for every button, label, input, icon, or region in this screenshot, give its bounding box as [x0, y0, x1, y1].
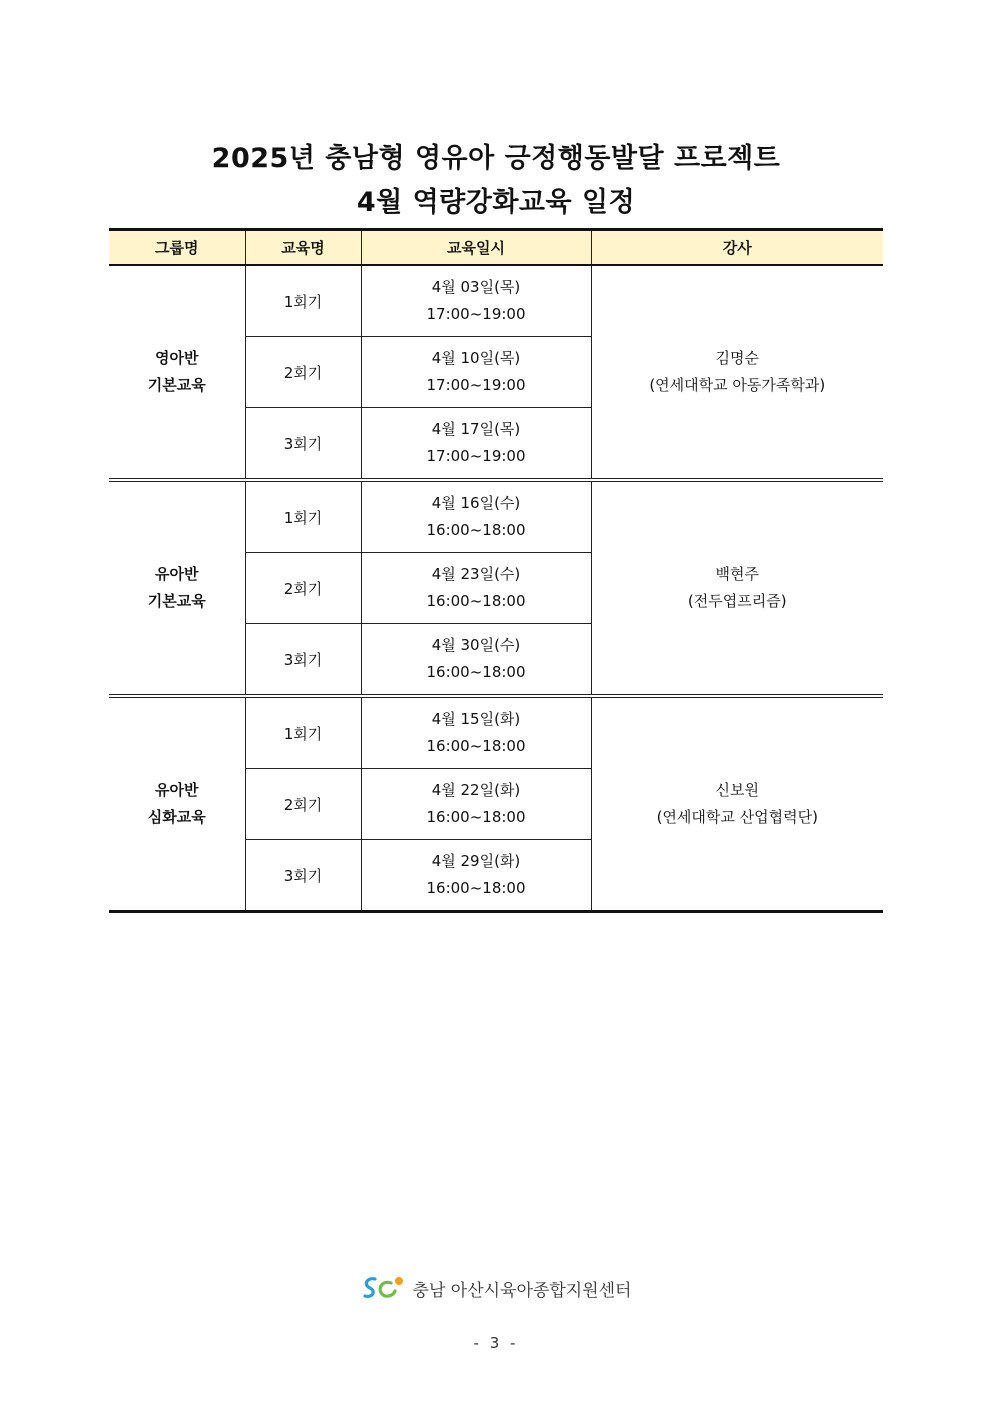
session-datetime-cell	[361, 408, 591, 481]
session-label: 2회기	[245, 769, 361, 840]
session-label: 1회기	[245, 480, 361, 553]
document-title-line-2: 4월 역량강화교육 일정	[356, 187, 636, 218]
group-cell	[109, 265, 245, 480]
group-name-line-1: 유아반	[155, 781, 199, 799]
center-logo-icon	[361, 1274, 407, 1302]
group-name-line-1: 유아반	[155, 565, 199, 583]
table-row	[109, 696, 883, 769]
group-cell	[109, 696, 245, 912]
session-time: 16:00~18:00	[426, 879, 526, 897]
session-time: 17:00~19:00	[426, 305, 526, 323]
instructor-affiliation: (연세대학교 아동가족학과)	[649, 376, 826, 394]
session-date: 4월 29일(화)	[431, 852, 521, 870]
table-row	[109, 480, 883, 553]
session-datetime-cell	[361, 553, 591, 624]
group-cell	[109, 480, 245, 696]
session-datetime-cell	[361, 769, 591, 840]
session-date: 4월 03일(목)	[431, 278, 521, 296]
session-time: 16:00~18:00	[426, 663, 526, 681]
table-header-row	[109, 230, 883, 266]
footer-logo	[0, 1274, 992, 1302]
session-time: 16:00~18:00	[426, 808, 526, 826]
session-date: 4월 16일(수)	[431, 494, 521, 512]
session-datetime-cell	[361, 840, 591, 912]
session-datetime-cell	[361, 337, 591, 408]
instructor-cell	[591, 480, 883, 696]
footer-org-name: 충남 아산시육아종합지원센터	[412, 1280, 632, 1301]
session-time: 16:00~18:00	[426, 592, 526, 610]
group-name-line-2: 기본교육	[147, 376, 206, 394]
instructor-cell	[591, 696, 883, 912]
session-label: 1회기	[245, 265, 361, 337]
group-name-line-2: 기본교육	[147, 592, 206, 610]
session-date: 4월 15일(화)	[431, 710, 521, 728]
session-label: 2회기	[245, 337, 361, 408]
schedule-table	[109, 228, 883, 913]
instructor-name: 김명순	[715, 349, 759, 367]
session-date: 4월 10일(목)	[431, 349, 521, 367]
session-time: 17:00~19:00	[426, 447, 526, 465]
session-date: 4월 30일(수)	[431, 636, 521, 654]
session-time: 16:00~18:00	[426, 737, 526, 755]
header-instructor: 강사	[591, 230, 883, 266]
session-datetime-cell	[361, 265, 591, 337]
header-course-datetime: 교육일시	[361, 230, 591, 266]
session-date: 4월 22일(화)	[431, 781, 521, 799]
group-name-line-2: 심화교육	[147, 808, 206, 826]
session-label: 3회기	[245, 840, 361, 912]
session-time: 16:00~18:00	[426, 521, 526, 539]
session-datetime-cell	[361, 624, 591, 697]
session-label: 3회기	[245, 624, 361, 697]
table-row	[109, 265, 883, 337]
session-label: 3회기	[245, 408, 361, 481]
header-course-name: 교육명	[245, 230, 361, 266]
header-group-name: 그룹명	[109, 230, 245, 266]
session-time: 17:00~19:00	[426, 376, 526, 394]
session-label: 2회기	[245, 553, 361, 624]
instructor-name: 신보원	[715, 781, 759, 799]
instructor-affiliation: (연세대학교 산업협력단)	[656, 808, 818, 826]
session-datetime-cell	[361, 480, 591, 553]
group-name-line-1: 영아반	[155, 349, 199, 367]
session-date: 4월 17일(목)	[431, 420, 521, 438]
instructor-cell	[591, 265, 883, 480]
document-title-line-1: 2025년 충남형 영유아 긍정행동발달 프로젝트	[211, 143, 781, 174]
instructor-affiliation: (전두엽프리즘)	[687, 592, 787, 610]
instructor-name: 백현주	[715, 565, 759, 583]
session-datetime-cell	[361, 696, 591, 769]
page-number: - 3 -	[473, 1334, 519, 1352]
session-label: 1회기	[245, 696, 361, 769]
session-date: 4월 23일(수)	[431, 565, 521, 583]
